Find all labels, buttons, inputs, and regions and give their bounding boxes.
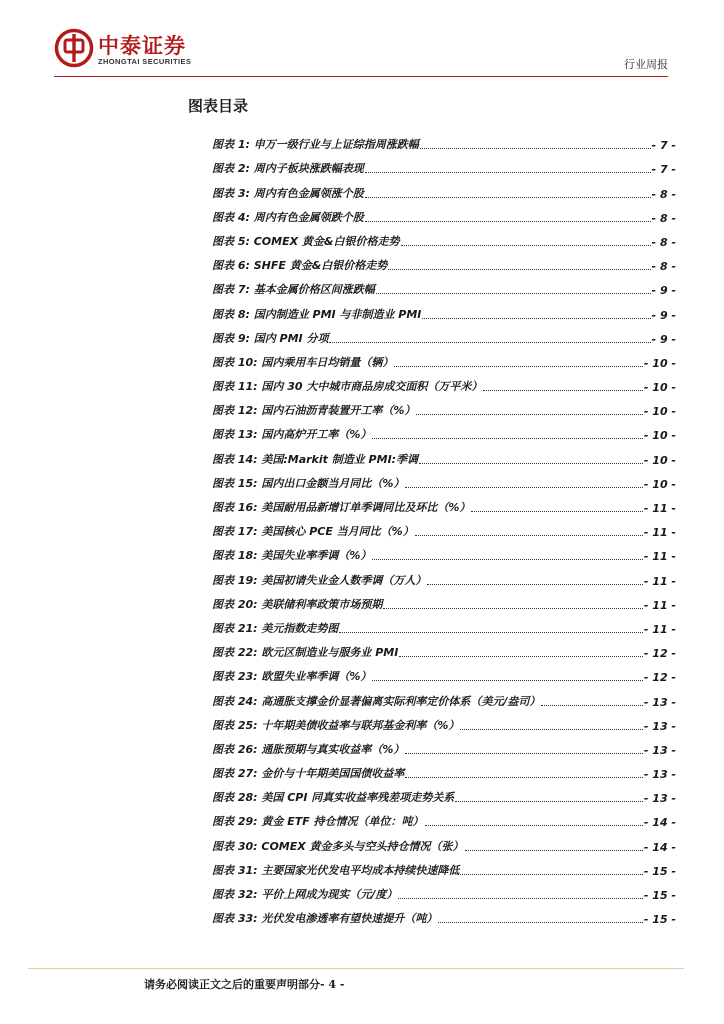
toc-dot-leader [471, 510, 643, 512]
footer-page-number: - 4 - [320, 978, 345, 991]
toc-dot-leader [376, 292, 651, 294]
toc-list [212, 128, 676, 926]
toc-item-page: - 11 - [643, 550, 676, 564]
toc-item[interactable] [212, 128, 676, 152]
toc-item[interactable] [212, 829, 676, 853]
toc-item-page: - 7 - [651, 139, 676, 153]
company-logo [54, 28, 224, 72]
toc-item-label: 图表 6: SHFE 黄金&白银价格走势 [212, 259, 388, 273]
toc-item-page: - 13 - [643, 768, 676, 782]
toc-item[interactable] [212, 733, 676, 757]
toc-item-label: 图表 7: 基本金属价格区间涨跌幅 [212, 283, 375, 297]
toc-item-page: - 13 - [643, 743, 676, 757]
toc-dot-leader [416, 413, 643, 415]
toc-item-page: - 9 - [651, 284, 676, 298]
toc-dot-leader [465, 849, 643, 851]
toc-item-page: - 11 - [643, 598, 676, 612]
toc-item-label: 图表 12: 国内石油沥青装置开工率（%） [212, 404, 416, 418]
toc-item-page: - 11 - [643, 622, 676, 636]
toc-item[interactable] [212, 878, 676, 902]
toc-item-label: 图表 8: 国内制造业 PMI 与非制造业 PMI [212, 307, 422, 321]
page-footer [144, 976, 344, 992]
toc-item-label: 图表 16: 美国耐用品新增订单季调同比及环比（%） [212, 501, 471, 514]
zhongtai-logo-icon [54, 28, 94, 68]
toc-item[interactable] [212, 684, 676, 708]
toc-item-page: - 12 - [643, 647, 676, 661]
toc-item-page: - 15 - [643, 913, 676, 927]
toc-dot-leader [372, 679, 643, 681]
toc-item-label: 图表 31: 主要国家光伏发电平均成本持续快速降低 [212, 863, 460, 877]
toc-item-label: 图表 23: 欧盟失业率季调（%） [212, 670, 372, 684]
toc-item[interactable] [212, 176, 676, 200]
toc-item[interactable] [212, 757, 676, 781]
toc-dot-leader [405, 776, 643, 778]
toc-item-page: - 10 - [643, 381, 676, 395]
toc-item[interactable] [212, 491, 676, 515]
toc-dot-leader [372, 558, 643, 560]
toc-dot-leader [541, 704, 643, 706]
toc-dot-leader [405, 752, 643, 754]
toc-item-page: - 10 - [643, 405, 676, 419]
toc-item-page: - 9 - [651, 332, 676, 346]
toc-dot-leader [365, 220, 651, 222]
toc-dot-leader [425, 824, 643, 826]
toc-item-label: 图表 25: 十年期美债收益率与联邦基金利率（%） [212, 718, 460, 732]
toc-item[interactable] [212, 467, 676, 491]
toc-item[interactable] [212, 660, 676, 684]
toc-item-label: 图表 11: 国内 30 大中城市商品房成交面积（万平米） [212, 380, 483, 394]
toc-item-page: - 15 - [643, 889, 676, 902]
toc-item[interactable] [212, 225, 676, 249]
toc-dot-leader [372, 437, 643, 439]
toc-item[interactable] [212, 539, 676, 563]
toc-dot-leader [427, 583, 643, 585]
toc-item-page: - 8 - [651, 260, 676, 274]
toc-item-page: - 8 - [651, 211, 676, 225]
toc-item[interactable] [212, 152, 676, 176]
report-type-label: 行业周报 [624, 58, 668, 71]
footer-divider [28, 968, 684, 969]
toc-item-page: - 8 - [651, 235, 676, 249]
logo-english-name: ZHONGTAI SECURITIES [98, 57, 192, 66]
toc-item-label: 图表 14: 美国:Markit 制造业 PMI:季调 [212, 452, 419, 466]
toc-dot-leader [388, 268, 650, 270]
toc-item[interactable] [212, 394, 676, 418]
toc-dot-leader [460, 728, 643, 730]
toc-item[interactable] [212, 322, 676, 346]
logo-chinese-name: 中泰证券 [98, 34, 186, 58]
toc-item[interactable] [212, 612, 676, 636]
toc-item-page: - 10 - [643, 429, 676, 443]
toc-dot-leader [398, 897, 643, 899]
toc-item-page: - 13 - [643, 792, 676, 806]
toc-item[interactable] [212, 249, 676, 273]
toc-item[interactable] [212, 442, 676, 466]
toc-item[interactable] [212, 636, 676, 660]
toc-item-page: - 11 - [643, 502, 676, 515]
toc-item[interactable] [212, 854, 676, 878]
toc-item-label: 图表 22: 欧元区制造业与服务业 PMI [212, 646, 399, 660]
toc-item[interactable] [212, 370, 676, 394]
toc-item-page: - 11 - [643, 526, 676, 540]
toc-item-page: - 10 - [643, 477, 676, 491]
toc-dot-leader [483, 389, 643, 391]
toc-item-label: 图表 18: 美国失业率季调（%） [212, 549, 372, 563]
toc-item-label: 图表 17: 美国核心 PCE 当月同比（%） [212, 525, 414, 539]
toc-item-page: - 13 - [643, 695, 676, 709]
toc-item-label: 图表 28: 美国 CPI 同真实收益率残差项走势关系 [212, 791, 455, 805]
toc-dot-leader [455, 800, 643, 802]
header-divider [54, 76, 668, 77]
toc-item-page: - 7 - [651, 163, 676, 177]
toc-item-label: 图表 33: 光伏发电渗透率有望快速提升（吨） [212, 912, 438, 926]
toc-item-label: 图表 2: 周内子板块涨跌幅表现 [212, 162, 364, 176]
toc-item-page: - 10 - [643, 356, 676, 370]
toc-item[interactable] [212, 588, 676, 612]
toc-dot-leader [339, 631, 643, 633]
toc-item[interactable] [212, 781, 676, 805]
toc-dot-leader [420, 147, 651, 149]
toc-item-label: 图表 19: 美国初请失业金人数季调（万人） [212, 573, 427, 587]
toc-item-label: 图表 1: 申万一级行业与上证综指周涨跌幅 [212, 138, 419, 152]
toc-item[interactable] [212, 563, 676, 587]
toc-item-label: 图表 21: 美元指数走势图 [212, 621, 339, 635]
toc-dot-leader [394, 365, 643, 367]
toc-dot-leader [329, 341, 650, 343]
toc-item-label: 图表 10: 国内乘用车日均销量（辆） [212, 355, 394, 369]
toc-dot-leader [460, 873, 643, 875]
page-header [0, 0, 724, 80]
toc-item-label: 图表 3: 周内有色金属领涨个股 [212, 186, 364, 200]
toc-item-page: - 14 - [643, 816, 676, 830]
toc-item-label: 图表 15: 国内出口金额当月同比（%） [212, 476, 405, 490]
toc-item-page: - 13 - [643, 719, 676, 733]
toc-dot-leader [401, 244, 651, 246]
toc-dot-leader [415, 534, 643, 536]
toc-dot-leader [365, 171, 651, 173]
toc-dot-leader [399, 655, 643, 657]
toc-item-label: 图表 13: 国内高炉开工率（%） [212, 428, 372, 442]
toc-item-page: - 15 - [643, 864, 676, 878]
toc-item-page: - 14 - [643, 840, 676, 854]
toc-item-label: 图表 29: 黄金 ETF 持仓情况（单位：吨） [212, 815, 424, 829]
toc-dot-leader [422, 317, 650, 319]
toc-item[interactable] [212, 805, 676, 829]
toc-item-page: - 10 - [643, 453, 676, 467]
toc-item-label: 图表 20: 美联储利率政策市场预期 [212, 597, 383, 611]
toc-dot-leader [405, 486, 643, 488]
toc-item-label: 图表 9: 国内 PMI 分项 [212, 331, 329, 345]
toc-dot-leader [383, 607, 643, 609]
toc-item-label: 图表 5: COMEX 黄金&白银价格走势 [212, 234, 400, 248]
toc-title: 图表目录 [188, 97, 249, 115]
toc-item-label: 图表 24: 高通胀支撑金价显著偏离实际利率定价体系（美元/盎司） [212, 694, 541, 708]
toc-item[interactable] [212, 273, 676, 297]
footer-disclaimer: 请务必阅读正文之后的重要声明部分 [144, 978, 320, 991]
toc-item-page: - 11 - [643, 574, 676, 588]
toc-item-page: - 9 - [651, 308, 676, 322]
toc-dot-leader [438, 921, 643, 923]
toc-item-label: 图表 32: 平价上网成为现实（元/度） [212, 888, 398, 901]
toc-item-label: 图表 4: 周内有色金属领跌个股 [212, 210, 364, 224]
toc-item[interactable] [212, 709, 676, 733]
toc-dot-leader [365, 196, 651, 198]
toc-item-page: - 8 - [651, 187, 676, 201]
toc-item[interactable] [212, 515, 676, 539]
toc-dot-leader [419, 462, 643, 464]
toc-item-label: 图表 30: COMEX 黄金多头与空头持仓情况（张） [212, 839, 464, 853]
toc-item-page: - 12 - [643, 671, 676, 685]
toc-item[interactable] [212, 902, 676, 926]
toc-item-label: 图表 26: 通胀预期与真实收益率（%） [212, 742, 405, 756]
toc-item-label: 图表 27: 金价与十年期美国国债收益率 [212, 767, 405, 781]
toc-item[interactable] [212, 418, 676, 442]
toc-item[interactable] [212, 346, 676, 370]
toc-item[interactable] [212, 201, 676, 225]
toc-item[interactable] [212, 297, 676, 321]
